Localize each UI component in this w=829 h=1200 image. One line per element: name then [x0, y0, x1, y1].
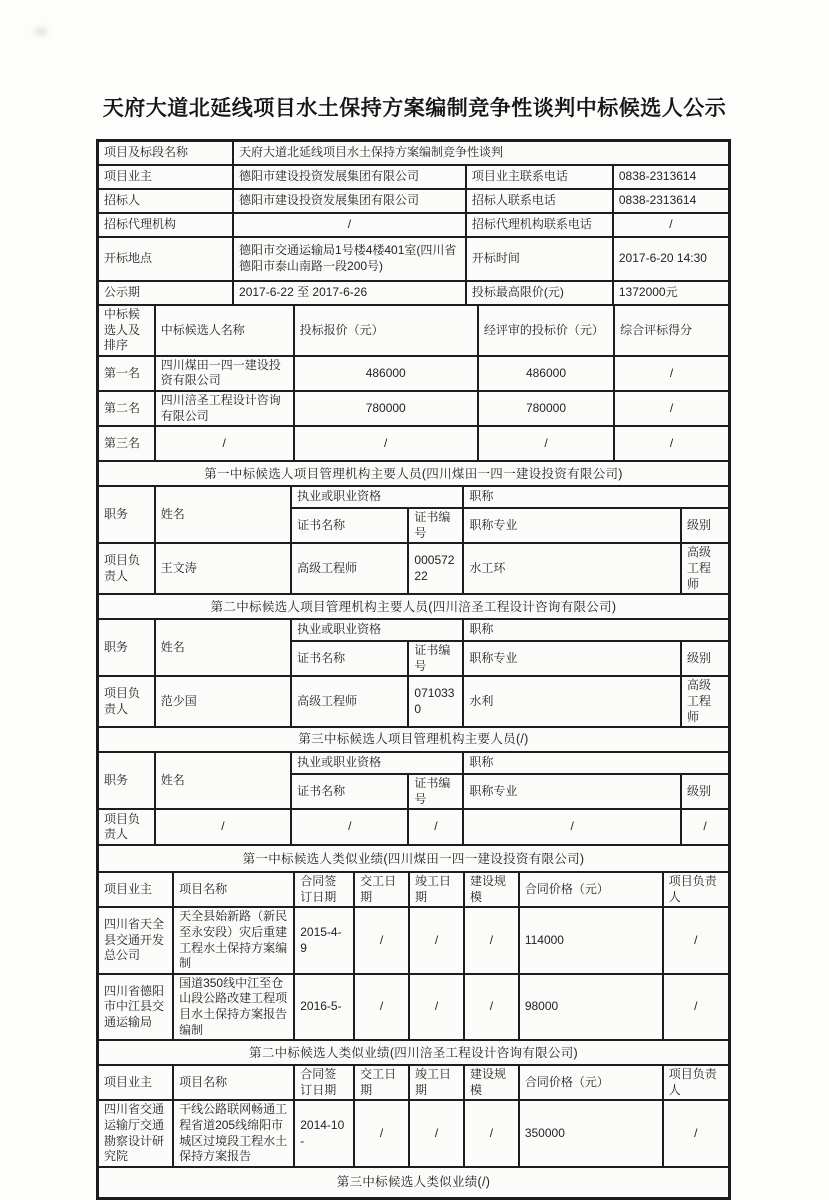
- bidder-phone-label: 招标人联系电话: [466, 189, 613, 213]
- candidate-rank: 第一名: [98, 356, 155, 391]
- staff-cert-name: 高级工程师: [291, 543, 408, 594]
- perf-scale: /: [464, 974, 519, 1040]
- info-table: [97, 140, 730, 306]
- perf-project-header: 项目名称: [173, 872, 294, 907]
- owner-value: 德阳市建设投资发展集团有限公司: [233, 165, 466, 189]
- name-header: 姓名: [155, 619, 291, 676]
- performance-header-row: [98, 872, 729, 907]
- performance-section-title: 第一中标候选人类似业绩(四川煤田一四一建设投资有限公司): [98, 845, 729, 872]
- perf-project-header: 项目名称: [173, 1065, 294, 1100]
- perf-sign-date: 2015-4-9: [294, 907, 354, 973]
- perf-manager: /: [663, 1100, 729, 1166]
- perf-delivery-date-header: 交工日期: [354, 1065, 409, 1100]
- level-header: 级别: [681, 508, 729, 543]
- perf-owner-header: 项目业主: [98, 872, 173, 907]
- perf-delivery-date: /: [354, 1100, 409, 1166]
- candidates-header-row: [98, 305, 729, 356]
- row-bidder: [98, 189, 729, 213]
- candidates-table: [97, 304, 730, 462]
- staff-major: 水利: [463, 676, 681, 727]
- owner-label: 项目业主: [98, 165, 233, 189]
- perf-manager-header: 项目负责人: [663, 1065, 729, 1100]
- perf-manager-header: 项目负责人: [663, 872, 729, 907]
- open-place-value: 德阳市交通运输局1号楼4楼401室(四川省德阳市泰山南路一段200号): [233, 237, 466, 281]
- major-header: 职称专业: [463, 641, 681, 676]
- perf-scale-header: 建设规模: [464, 872, 519, 907]
- title-group-header: 职称: [463, 486, 729, 508]
- candidate-rank: 第三名: [98, 426, 155, 461]
- open-time-value: 2017-6-20 14:30: [613, 237, 729, 281]
- duty-header: 职务: [98, 752, 155, 809]
- staff-name: 范少国: [155, 676, 291, 727]
- qualification-header: 执业或职业资格: [291, 752, 463, 774]
- level-header: 级别: [681, 774, 729, 809]
- title-group-header: 职称: [463, 752, 729, 774]
- performance-section-title-row: [98, 1040, 729, 1065]
- staff-level: 高级工程师: [681, 543, 729, 594]
- staff-section-3: [97, 726, 730, 846]
- title-group-header: 职称: [463, 619, 729, 641]
- performance-section-3: [97, 1166, 730, 1199]
- bidder-phone-value: 0838-2313614: [613, 189, 729, 213]
- perf-delivery-date-header: 交工日期: [354, 872, 409, 907]
- perf-manager: /: [663, 974, 729, 1040]
- performance-row: [98, 907, 729, 973]
- candidate-name: 四川涪圣工程设计咨询有限公司: [155, 391, 294, 426]
- staff-section-title-row: [98, 594, 729, 619]
- staff-cert-name: /: [291, 809, 408, 845]
- page-title: 天府大道北延线项目水土保持方案编制竞争性谈判中标候选人公示: [102, 97, 727, 120]
- perf-scale-header: 建设规模: [464, 1065, 519, 1100]
- perf-project: 国道350线中江至仓山段公路改建工程项目水土保持方案报告编制: [173, 974, 294, 1040]
- perf-owner: 四川省天全县交通开发总公司: [98, 907, 173, 973]
- perf-sign-date-header: 合同签订日期: [294, 872, 354, 907]
- perf-completion-date: /: [409, 907, 464, 973]
- staff-data-row: [98, 676, 729, 727]
- staff-section-2: [97, 593, 730, 728]
- performance-section-title-row: [98, 845, 729, 872]
- perf-price-header: 合同价格（元）: [519, 872, 663, 907]
- candidate-evaluated: 780000: [478, 391, 614, 426]
- perf-price: 114000: [519, 907, 663, 973]
- row-bid-opening: [98, 237, 729, 281]
- staff-duty: 项目负责人: [98, 543, 155, 594]
- perf-delivery-date: /: [354, 974, 409, 1040]
- performance-section-title-row: [98, 1167, 729, 1198]
- performance-section-title: 第三中标候选人类似业绩(/): [98, 1167, 729, 1198]
- perf-manager: /: [663, 907, 729, 973]
- open-time-label: 开标时间: [466, 237, 613, 281]
- publicity-label: 公示期: [98, 281, 233, 305]
- perf-scale: /: [464, 1100, 519, 1166]
- staff-section-title-row: [98, 727, 729, 752]
- cert-no-header: 证书编号: [408, 508, 463, 543]
- staff-section-title: 第二中标候选人项目管理机构主要人员(四川涪圣工程设计咨询有限公司): [98, 594, 729, 619]
- announcement-table: [96, 139, 731, 1200]
- perf-price-header: 合同价格（元）: [519, 1065, 663, 1100]
- performance-section-2: [97, 1039, 730, 1168]
- open-place-label: 开标地点: [98, 237, 233, 281]
- perf-sign-date-header: 合同签订日期: [294, 1065, 354, 1100]
- project-name-value: 天府大道北延线项目水土保持方案编制竞争性谈判: [233, 141, 729, 165]
- perf-completion-date: /: [409, 974, 464, 1040]
- perf-scale: /: [464, 907, 519, 973]
- candidates-bid-header: 投标报价（元）: [294, 305, 478, 356]
- candidates-evaluated-header: 经评审的投标价（元）: [478, 305, 614, 356]
- row-publicity: [98, 281, 729, 305]
- staff-data-row: [98, 809, 729, 845]
- major-header: 职称专业: [463, 774, 681, 809]
- major-header: 职称专业: [463, 508, 681, 543]
- duty-header: 职务: [98, 486, 155, 543]
- max-price-value: 1372000元: [613, 281, 729, 305]
- max-price-label: 投标最高限价(元): [466, 281, 613, 305]
- name-header: 姓名: [155, 752, 291, 809]
- agency-phone-value: /: [613, 213, 729, 237]
- scan-smudge: [34, 27, 48, 36]
- staff-section-title: 第一中标候选人项目管理机构主要人员(四川煤田一四一建设投资有限公司): [98, 461, 729, 486]
- duty-header: 职务: [98, 619, 155, 676]
- staff-cert-no: 0710330: [408, 676, 463, 727]
- staff-cert-no: 00057222: [408, 543, 463, 594]
- candidate-evaluated: 486000: [478, 356, 614, 391]
- perf-sign-date: 2016-5-: [294, 974, 354, 1040]
- cert-name-header: 证书名称: [291, 508, 408, 543]
- bidder-value: 德阳市建设投资发展集团有限公司: [233, 189, 466, 213]
- row-project-name: [98, 141, 729, 165]
- qualification-header: 执业或职业资格: [291, 486, 463, 508]
- candidate-score: /: [614, 391, 729, 426]
- candidates-name-header: 中标候选人名称: [155, 305, 294, 356]
- candidate-bid: 486000: [294, 356, 478, 391]
- row-owner: [98, 165, 729, 189]
- perf-completion-date-header: 竣工日期: [409, 1065, 464, 1100]
- staff-section-title: 第三中标候选人项目管理机构主要人员(/): [98, 727, 729, 752]
- staff-header-row-1: [98, 619, 729, 641]
- candidate-row-1: [98, 356, 729, 391]
- candidate-name: 四川煤田一四一建设投资有限公司: [155, 356, 294, 391]
- agency-value: /: [233, 213, 466, 237]
- candidate-bid: 780000: [294, 391, 478, 426]
- qualification-header: 执业或职业资格: [291, 619, 463, 641]
- agency-label: 招标代理机构: [98, 213, 233, 237]
- staff-major: /: [463, 809, 681, 845]
- staff-level: 高级工程师: [681, 676, 729, 727]
- perf-price: 350000: [519, 1100, 663, 1166]
- level-header: 级别: [681, 641, 729, 676]
- perf-completion-date-header: 竣工日期: [409, 872, 464, 907]
- candidate-evaluated: /: [478, 426, 614, 461]
- staff-section-1: [97, 460, 730, 595]
- candidates-score-header: 综合评标得分: [614, 305, 729, 356]
- owner-phone-label: 项目业主联系电话: [466, 165, 613, 189]
- staff-name: /: [155, 809, 291, 845]
- bidder-label: 招标人: [98, 189, 233, 213]
- candidate-score: /: [614, 426, 729, 461]
- candidate-name: /: [155, 426, 294, 461]
- staff-major: 水工环: [463, 543, 681, 594]
- cert-no-header: 证书编号: [408, 641, 463, 676]
- perf-owner-header: 项目业主: [98, 1065, 173, 1100]
- staff-cert-no: /: [408, 809, 463, 845]
- candidate-row-2: [98, 391, 729, 426]
- candidate-score: /: [614, 356, 729, 391]
- candidate-rank: 第二名: [98, 391, 155, 426]
- row-agency: [98, 213, 729, 237]
- perf-completion-date: /: [409, 1100, 464, 1166]
- perf-project: 干线公路联网畅通工程省道205线绵阳市城区过境段工程水土保持方案报告: [173, 1100, 294, 1166]
- performance-section-1: [97, 844, 730, 1041]
- cert-name-header: 证书名称: [291, 641, 408, 676]
- staff-level: /: [681, 809, 729, 845]
- publicity-value: 2017-6-22 至 2017-6-26: [233, 281, 466, 305]
- staff-cert-name: 高级工程师: [291, 676, 408, 727]
- staff-name: 王文涛: [155, 543, 291, 594]
- perf-sign-date: 2014-10-: [294, 1100, 354, 1166]
- project-name-label: 项目及标段名称: [98, 141, 233, 165]
- performance-row: [98, 974, 729, 1040]
- perf-owner: 四川省德阳市中江县交通运输局: [98, 974, 173, 1040]
- staff-header-row-1: [98, 486, 729, 508]
- owner-phone-value: 0838-2313614: [613, 165, 729, 189]
- staff-section-title-row: [98, 461, 729, 486]
- staff-duty: 项目负责人: [98, 676, 155, 727]
- candidate-bid: /: [294, 426, 478, 461]
- perf-owner: 四川省交通运输厅交通勘察设计研究院: [98, 1100, 173, 1166]
- performance-section-title: 第二中标候选人类似业绩(四川涪圣工程设计咨询有限公司): [98, 1040, 729, 1065]
- cert-name-header: 证书名称: [291, 774, 408, 809]
- staff-duty: 项目负责人: [98, 809, 155, 845]
- agency-phone-label: 招标代理机构联系电话: [466, 213, 613, 237]
- perf-price: 98000: [519, 974, 663, 1040]
- staff-header-row-1: [98, 752, 729, 774]
- candidate-row-3: [98, 426, 729, 461]
- performance-row: [98, 1100, 729, 1166]
- candidates-rank-header: 中标候选人及排序: [98, 305, 155, 356]
- perf-delivery-date: /: [354, 907, 409, 973]
- staff-data-row: [98, 543, 729, 594]
- name-header: 姓名: [155, 486, 291, 543]
- perf-project: 天全县始新路（新民至永安段）灾后重建工程水土保持方案编制: [173, 907, 294, 973]
- performance-header-row: [98, 1065, 729, 1100]
- cert-no-header: 证书编号: [408, 774, 463, 809]
